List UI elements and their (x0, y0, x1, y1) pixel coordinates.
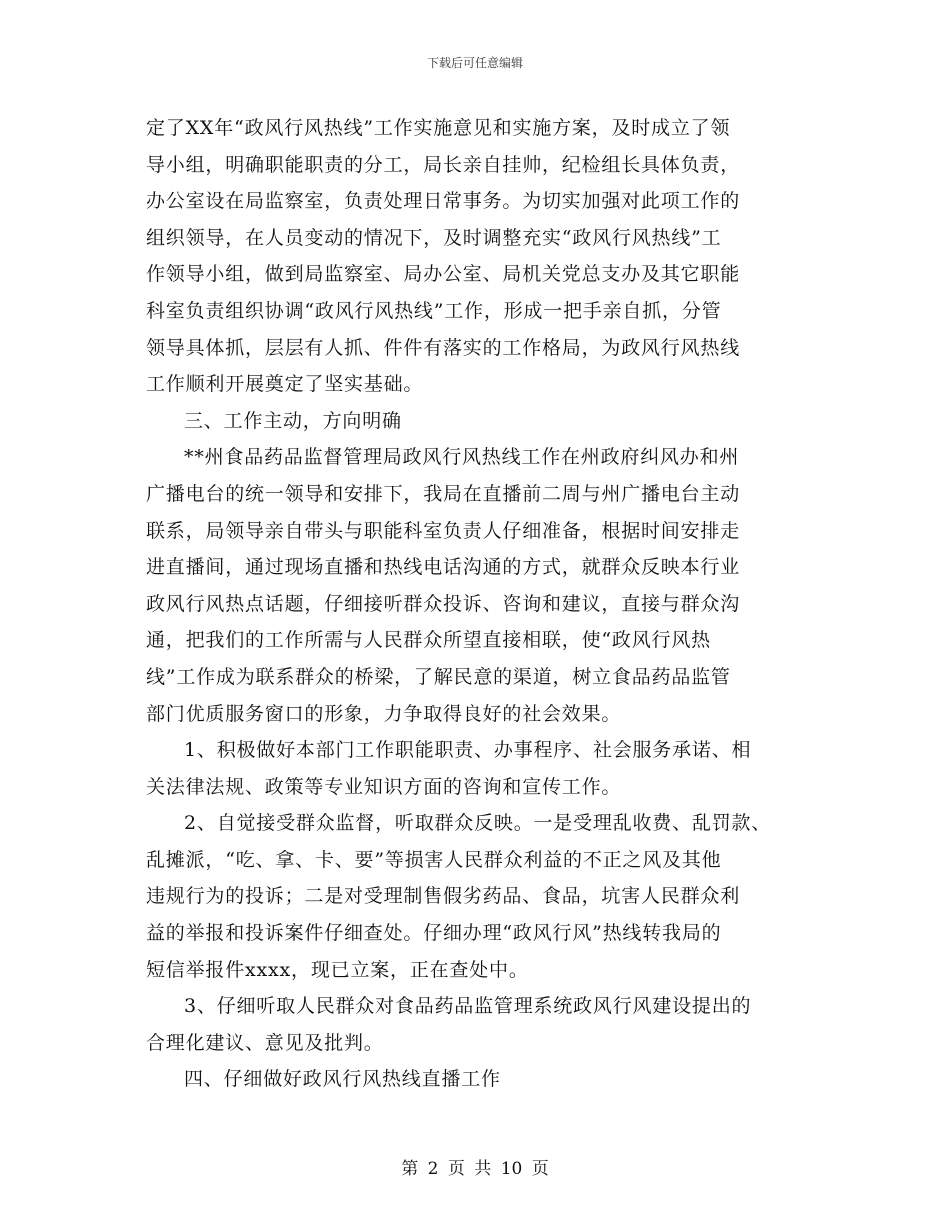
paragraph-start: **州食品药品监督管理局政风行风热线工作在州政府纠风办和州 (184, 446, 740, 469)
text-line: 益的举报和投诉案件仔细查处。仔细办理“政风行风”热线转我局的 (146, 922, 722, 945)
text-line: 线”工作成为联系群众的桥梁，了解民意的渠道，树立食品药品监管 (146, 665, 731, 688)
list-item-start: 2、自觉接受群众监督，听取群众反映。一是受理乱收费、乱罚款、 (184, 812, 772, 835)
text-line: 政风行风热点话题，仔细接听群众投诉、咨询和建议，直接与群众沟 (146, 592, 741, 615)
text-line: 通，把我们的工作所需与人民群众所望直接相联，使“政风行风热 (146, 629, 711, 652)
text-line: 违规行为的投诉；二是对受理制售假劣药品、食品，坑害人民群众利 (146, 885, 741, 908)
text-line: 定了XX年“政风行风热线”工作实施意见和实施方案，及时成立了领 (146, 117, 731, 139)
text-line: 工作顺利开展奠定了坚实基础。 (146, 373, 424, 396)
page-header: 下载后可任意编辑 (426, 56, 523, 70)
text-line: 关法律法规、政策等专业知识方面的咨询和宣传工作。 (146, 775, 622, 798)
text-line: 办公室设在局监察室，负责处理日常事务。为切实加强对此项工作的 (146, 190, 741, 213)
text-line: 短信举报件xxxx，现已立案，正在查处中。 (146, 958, 529, 981)
text-line: 进直播间，通过现场直播和热线电话沟通的方式，就群众反映本行业 (146, 556, 741, 579)
text-line: 合理化建议、意见及批判。 (146, 1031, 384, 1054)
page-number: 第 2 页 共 10 页 (401, 1159, 549, 1179)
list-item-start: 1、积极做好本部门工作职能职责、办事程序、社会服务承诺、相 (184, 739, 752, 762)
section-heading: 三、工作主动，方向明确 (184, 409, 402, 432)
list-item-start: 3、仔细听取人民群众对食品药品监管理系统政风行风建设提出的 (184, 995, 752, 1018)
text-line: 乱摊派，“吃、拿、卡、要”等损害人民群众利益的不正之风及其他 (146, 848, 722, 871)
section-heading: 四、仔细做好政风行风热线直播工作 (184, 1068, 501, 1091)
text-line: 组织领导，在人员变动的情况下，及时调整充实“政风行风热线”工 (146, 226, 722, 249)
text-line: 部门优质服务窗口的形象，力争取得良好的社会效果。 (146, 702, 622, 725)
document-body (146, 110, 816, 1098)
text-line: 科室负责组织协调“政风行风热线”工作，形成一把手亲自抓，分管 (146, 299, 722, 322)
text-line: 领导具体抓，层层有人抓、件件有落实的工作格局，为政风行风热线 (146, 336, 741, 359)
text-line: 作领导小组，做到局监察室、局办公室、局机关党总支办及其它职能 (146, 263, 741, 286)
text-line: 联系，局领导亲自带头与职能科室负责人仔细准备，根据时间安排走 (146, 519, 741, 542)
text-line: 广播电台的统一领导和安排下，我局在直播前二周与州广播电台主动 (146, 482, 741, 505)
text-line: 导小组，明确职能职责的分工，局长亲自挂帅，纪检组长具体负责， (146, 153, 741, 176)
